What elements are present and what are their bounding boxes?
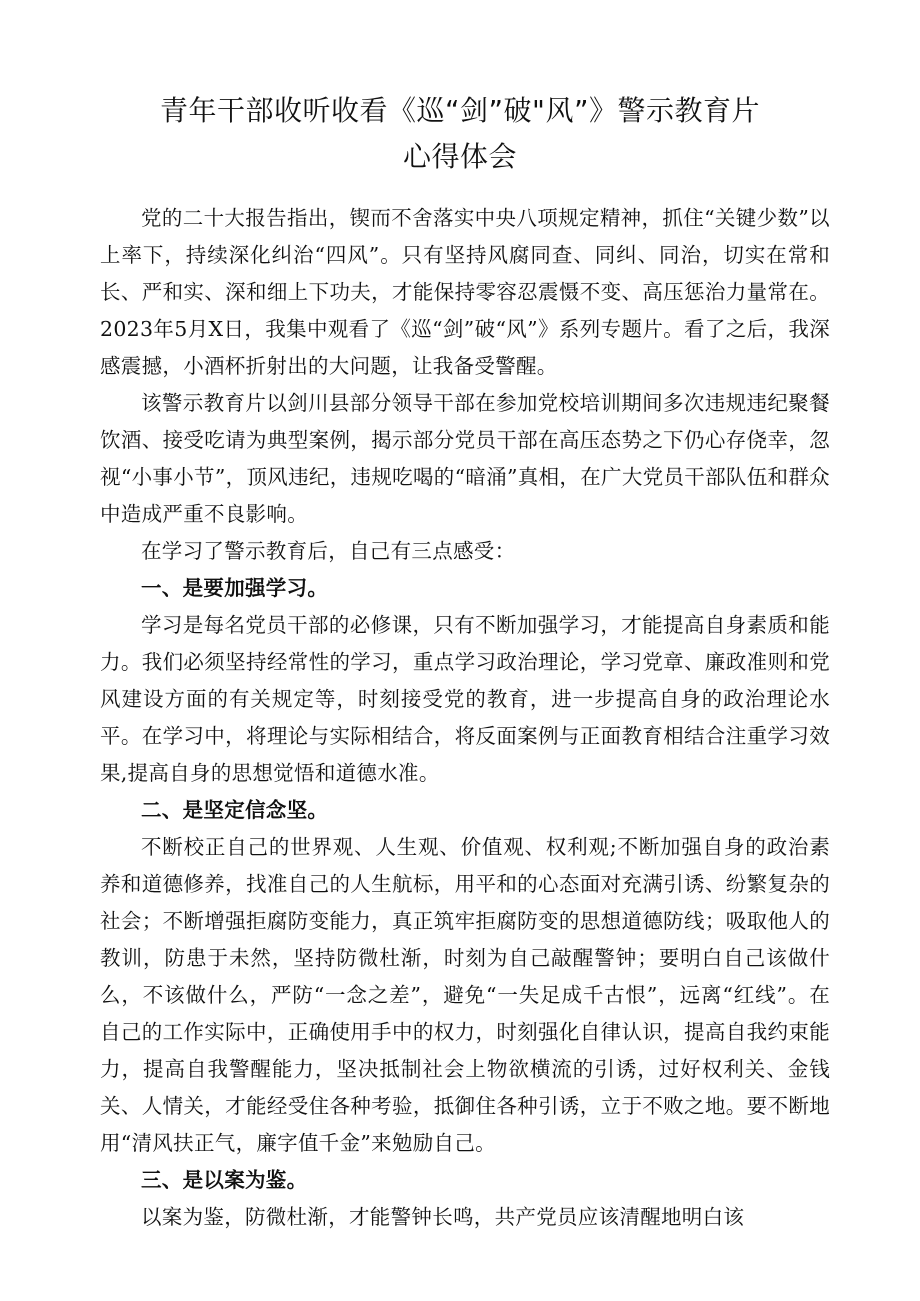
section-text-3: 以案为鉴，防微杜渐，才能警钟长鸣，共产党员应该清醒地明白该 <box>141 1205 745 1229</box>
document-body <box>100 200 830 1236</box>
intro-paragraph-1: 党的二十大报告指出，锲而不舍落实中央八项规定精神，抓住“关键少数”以上率下，持续深化纠治“四风”。只有坚持风腐同查、同纠、同治，切实在常和长、严和实、深和细上下功夫，才能保持零容忍震慑不变、高压惩治力量常在。2023年5月X日，我集中观看了《巡“剑”破“风”》系列专题片。看了之后，我深感震撼，小酒杯折射出的大问题，让我备受警醒。 <box>100 206 830 378</box>
section-text-1: 学习是每名党员干部的必修课，只有不断加强学习，才能提高自身素质和能力。我们必须坚持经常性的学习，重点学习政治理论，学习党章、廉政准则和党风建设方面的有关规定等，时刻接受党的教育，进一步提高自身的政治理论水平。在学习中，将理论与实际相结合，将反面案例与正面教育相结合注重学习效果,提高自身的思想觉悟和道德水准。 <box>100 613 830 785</box>
document-title-line2: 心得体会 <box>402 140 517 173</box>
document-title-line1: 青年干部收听收看《巡“剑”破"风”》警示教育片 <box>160 94 760 127</box>
intro-paragraph-2: 该警示教育片以剑川县部分领导干部在参加党校培训期间多次违规违纪聚餐饮酒、接受吃请为典型案例，揭示部分党员干部在高压态势之下仍心存侥幸，忽视“小事小节”，顶风违纪，违规吃喝的“暗涌”真相，在广大党员干部队伍和群众中造成严重不良影响。 <box>100 391 830 526</box>
section-heading-3: 三、是以案为鉴。 <box>141 1168 308 1192</box>
section-heading-2: 二、是坚定信念坚。 <box>141 798 329 822</box>
section-text-2: 不断校正自己的世界观、人生观、价值观、权利观;不断加强自身的政治素养和道德修养，找准自己的人生航标，用平和的心态面对充满引诱、纷繁复杂的社会；不断增强拒腐防变能力，真正筑牢拒腐防变的思想道德防线；吸取他人的教训，防患于未然，坚持防微杜渐，时刻为自己敲醒警钟；要明白自己该做什么，不该做什么，严防“一念之差”，避免“一失足成千古恨”，远离“红线”。在自己的工作实际中，正确使用手中的权力，时刻强化自律认识，提高自我约束能力，提高自我警醒能力，坚决抵制社会上物欲横流的引诱，过好权利关、金钱关、人情关，才能经受住各种考验，抵御住各种引诱，立于不败之地。要不断地用“清风扶正气，廉字值千金”来勉励自己。 <box>100 835 830 1155</box>
intro-paragraph-3: 在学习了警示教育后，自己有三点感受： <box>141 539 516 563</box>
section-heading-1: 一、是要加强学习。 <box>141 576 329 600</box>
